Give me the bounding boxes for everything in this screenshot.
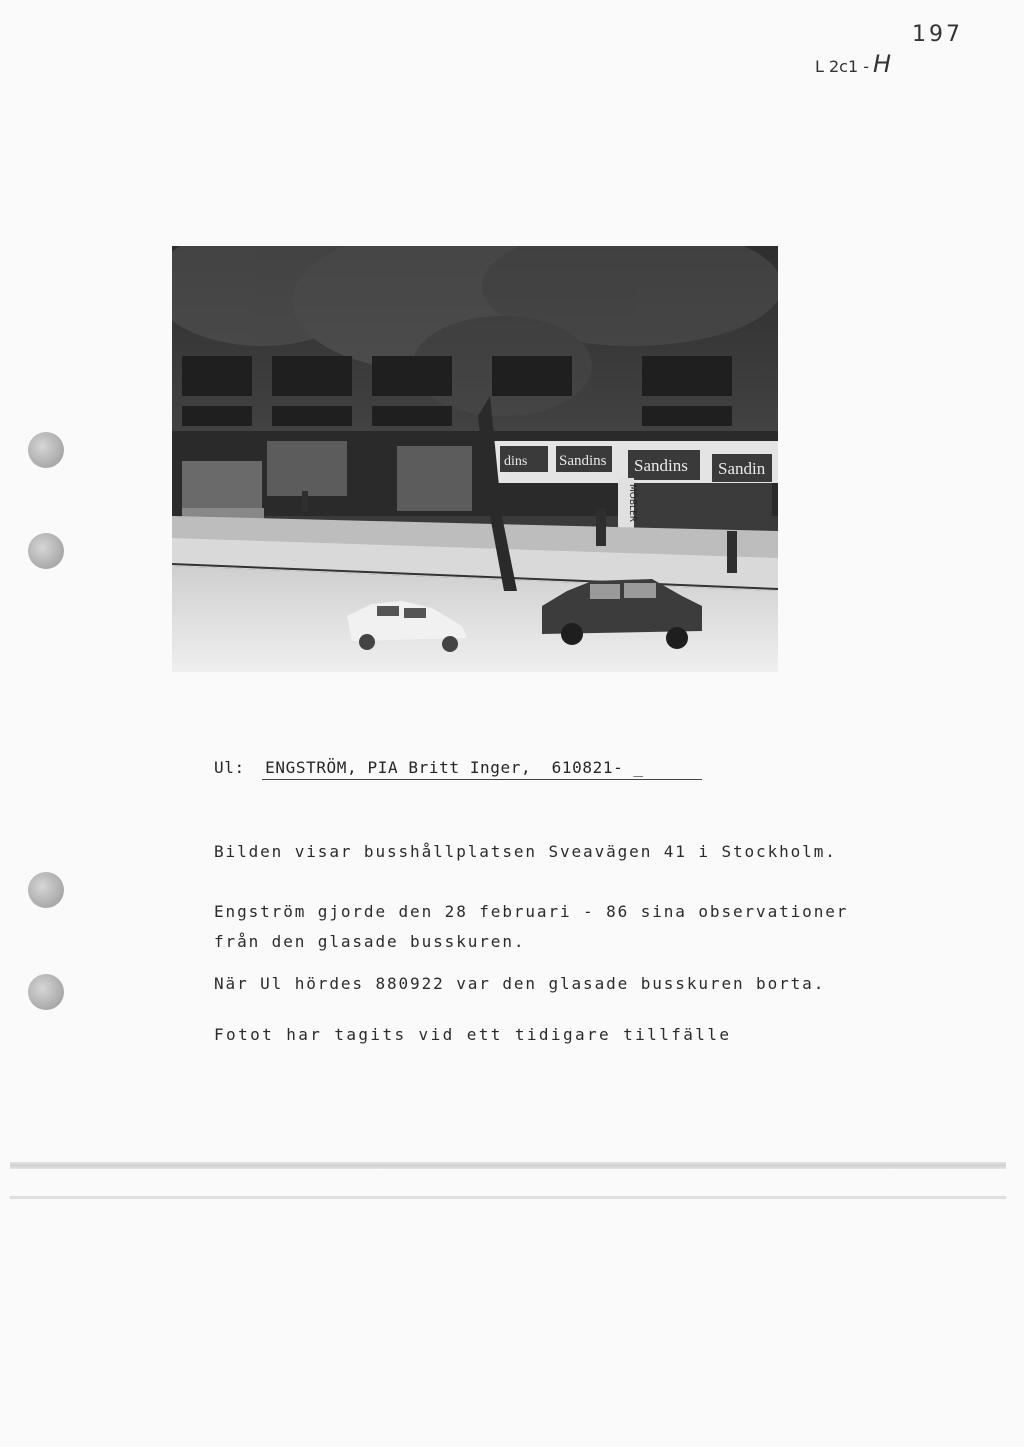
caption-heading: Ul: ENGSTRÖM, PIA Britt Inger, 610821- _ [214, 758, 644, 777]
body-paragraph-1: Bilden visar busshållplatsen Sveavägen 41 i Stockholm. [214, 842, 837, 861]
body-paragraph-2-line-2: från den glasade busskuren. [214, 932, 526, 951]
binder-hole [28, 974, 64, 1010]
shop-sign: Sandins [634, 456, 688, 475]
body-paragraph-4: Fotot har tagits vid ett tidigare tillfälle [214, 1025, 732, 1044]
shop-sign-band [492, 441, 778, 483]
street-photograph [172, 246, 778, 672]
binder-hole [28, 533, 64, 569]
shop-sign: dins [504, 454, 528, 469]
binder-hole [28, 872, 64, 908]
shop-sign: Sandin [718, 459, 766, 478]
binder-hole [28, 432, 64, 468]
document-reference [815, 50, 891, 78]
document-reference-code: L 2c1 - [815, 57, 870, 76]
scan-artifact-line [10, 1196, 1006, 1199]
heading-underline [262, 779, 702, 780]
body-paragraph-2-line-1: Engström gjorde den 28 februari - 86 sina observationer [214, 902, 849, 921]
shop-sign: Sandins [559, 453, 607, 469]
document-reference-suffix: H [873, 50, 892, 78]
body-paragraph-3: När Ul hördes 880922 var den glasade busskuren borta. [214, 974, 826, 993]
street-photo-illustration [172, 246, 778, 672]
page-number: 197 [912, 22, 963, 47]
scan-artifact-line [10, 1162, 1006, 1169]
vertical-sign: MÖBLER [627, 484, 637, 522]
